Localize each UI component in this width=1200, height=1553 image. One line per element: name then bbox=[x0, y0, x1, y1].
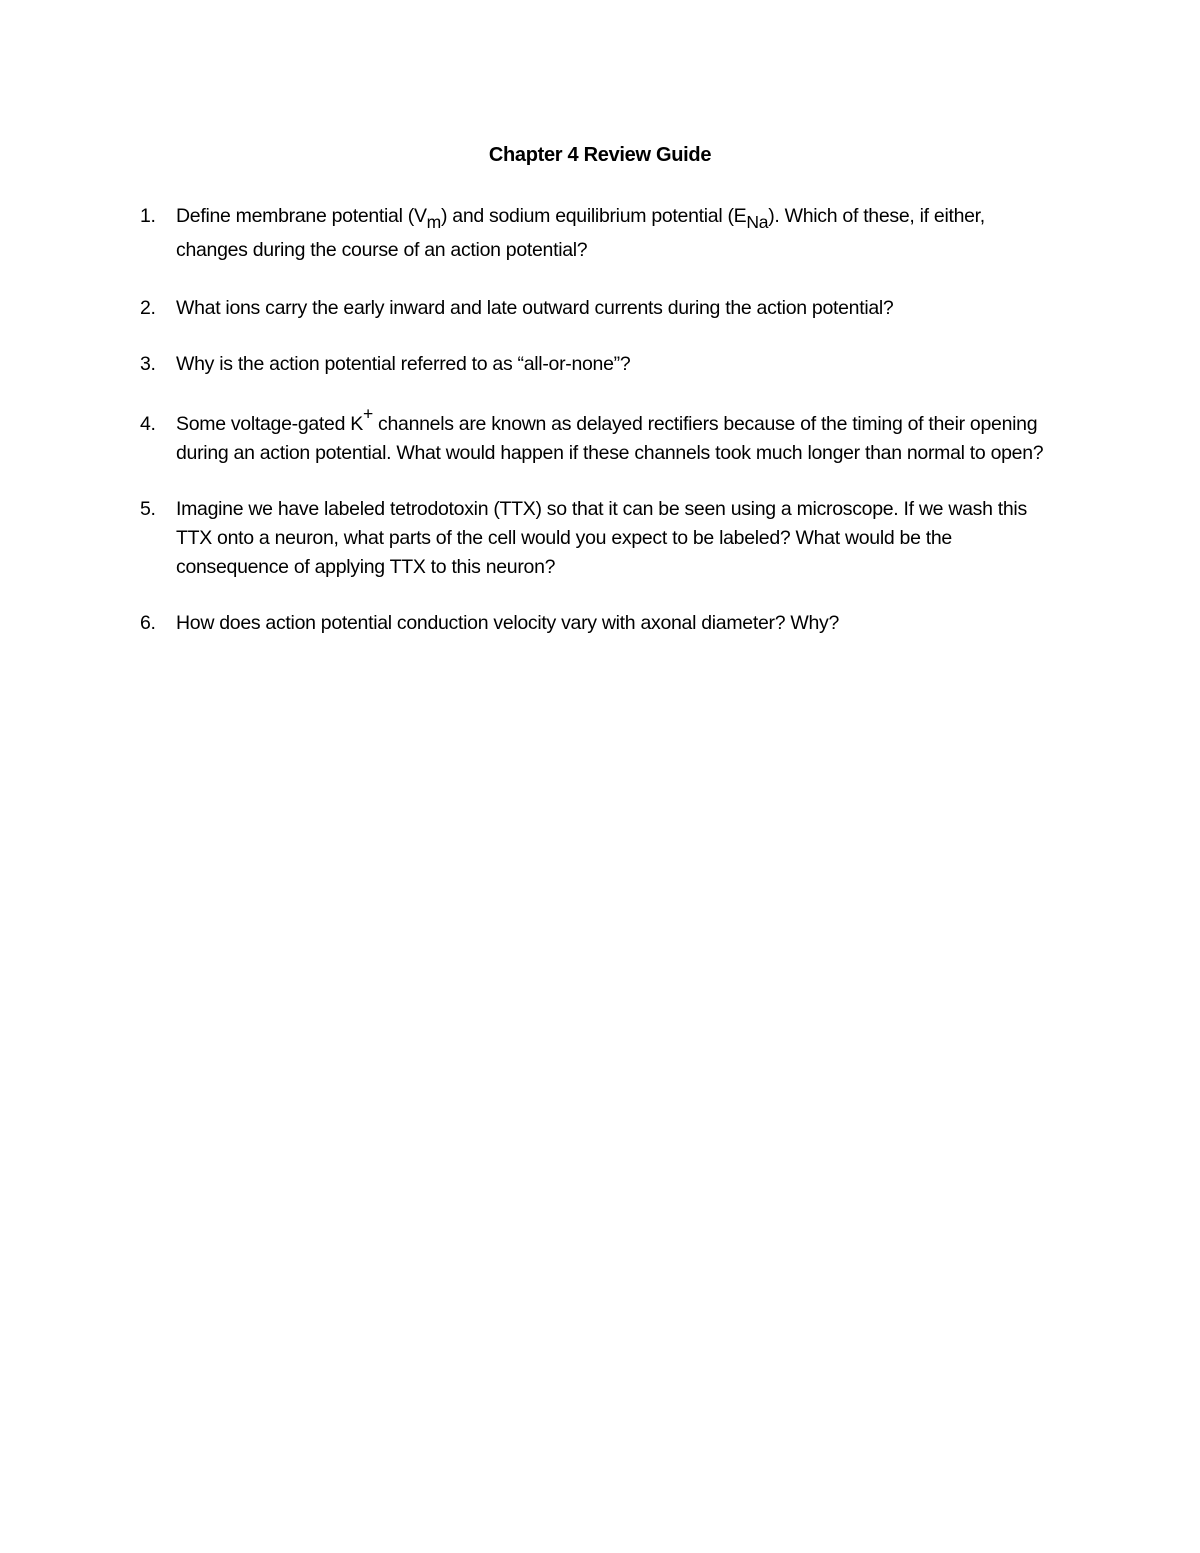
superscript-plus: + bbox=[362, 403, 373, 424]
page-title: Chapter 4 Review Guide bbox=[488, 144, 712, 166]
question-number: 5. bbox=[140, 498, 156, 520]
question-text: Define membrane potential $(V_m)$ and sodium equilibrium potential $(E_{Na})$. Which of these, if either, changes during the course of an action potential? bbox=[176, 205, 985, 261]
question-text: Some voltage-gated K+ channels are known as delayed rectifiers because of the timing of their opening during an action potential. What would happen if these channels took much longer than normal to open? bbox=[176, 403, 1044, 464]
subscript-na: Na bbox=[746, 212, 769, 233]
question-1 bbox=[140, 199, 1060, 267]
question-3 bbox=[140, 350, 1060, 379]
question-text: How does action potential conduction velocity vary with axonal diameter? Why? bbox=[176, 612, 840, 634]
question-5 bbox=[140, 495, 1060, 582]
subscript-m: m bbox=[426, 212, 441, 233]
question-text: Imagine we have labeled tetrodotoxin (TTX) so that it can be seen using a microscope. If we wash this TTX onto a neuron, what parts of the cell would you expect to be labeled? What would be the consequence of applying TTX to this neuron? bbox=[176, 498, 1027, 578]
question-list bbox=[140, 199, 1060, 638]
question-number: 1. bbox=[140, 205, 156, 227]
question-6 bbox=[140, 609, 1060, 638]
question-number: 3. bbox=[140, 353, 156, 375]
question-number: 4. bbox=[140, 413, 156, 435]
question-text: What ions carry the early inward and late outward currents during the action potential? bbox=[176, 297, 894, 319]
question-2 bbox=[140, 294, 1060, 323]
question-number: 6. bbox=[140, 612, 156, 634]
question-number: 2. bbox=[140, 297, 156, 319]
question-text: Why is the action potential referred to as “all-or-none”? bbox=[176, 353, 631, 375]
question-4 bbox=[140, 403, 1060, 468]
